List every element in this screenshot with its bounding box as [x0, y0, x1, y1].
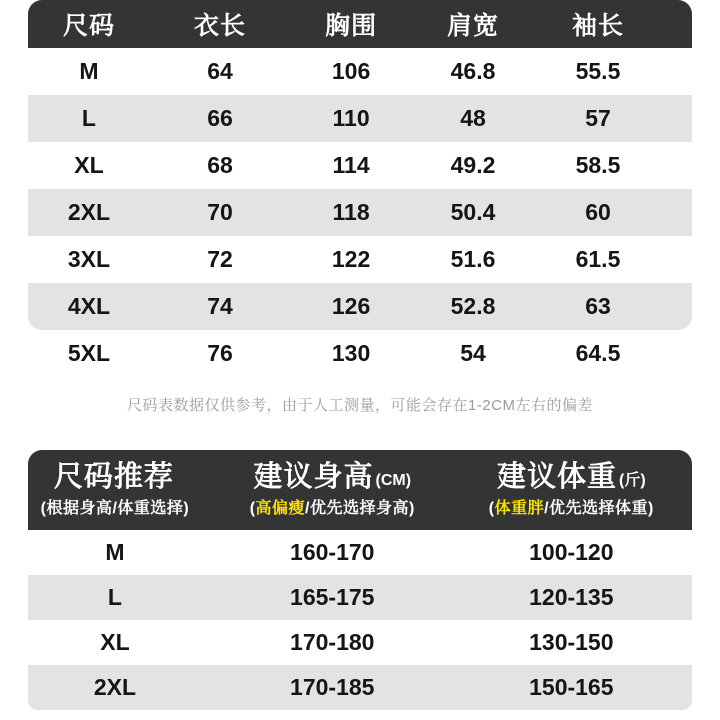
- table-cell: 58.5: [575, 152, 621, 178]
- table-cell: 50.4: [450, 199, 496, 225]
- table-cell: 130: [331, 340, 371, 366]
- size-table-header-cell: 尺码: [62, 12, 115, 40]
- recommend-title: 建议体重: [496, 460, 617, 493]
- table-row: [28, 48, 692, 95]
- recommend-title-row: [497, 462, 646, 492]
- table-cell: 64: [207, 58, 233, 84]
- table-cell: 100-120: [529, 539, 614, 565]
- table-cell: XL: [100, 629, 130, 655]
- recommend-title: 尺码推荐: [53, 460, 174, 493]
- table-row: [28, 95, 692, 142]
- table-cell: M: [79, 58, 99, 84]
- size-table-header-cell: 肩宽: [447, 12, 500, 40]
- table-cell: 49.2: [450, 152, 496, 178]
- recommend-header-weight: [463, 462, 680, 518]
- table-cell: L: [107, 584, 122, 610]
- table-row: [28, 665, 692, 710]
- table-cell: 76: [207, 340, 233, 366]
- table-cell: 120-135: [529, 584, 614, 610]
- table-cell: 2XL: [93, 674, 137, 700]
- subtitle-prefix: (: [488, 500, 495, 518]
- table-cell: 170-185: [290, 674, 375, 700]
- table-row: [28, 283, 692, 330]
- table-cell: 3XL: [67, 246, 111, 272]
- table-cell: 55.5: [575, 58, 621, 84]
- table-cell: M: [105, 539, 125, 565]
- table-row: [28, 575, 692, 620]
- table-cell: 118: [332, 199, 370, 225]
- table-row: [28, 330, 692, 377]
- size-table-header-cell: 胸围: [325, 12, 378, 40]
- recommend-title-row: [253, 462, 411, 492]
- subtitle-highlight: 高偏瘦: [255, 500, 306, 518]
- recommend-subtitle: [41, 495, 190, 518]
- table-cell: 74: [207, 293, 233, 319]
- subtitle-prefix: (: [249, 500, 256, 518]
- measurement-note: 尺码表数据仅供参考，由于人工测量，可能会存在1-2CM左右的偏差: [126, 397, 593, 414]
- table-cell: 165-175: [290, 584, 375, 610]
- size-table-header: [28, 0, 692, 48]
- recommend-table-body: [28, 530, 692, 710]
- table-cell: 170-180: [290, 629, 375, 655]
- recommend-unit: (CM): [375, 472, 412, 490]
- table-cell: 68: [207, 152, 233, 178]
- table-cell: 72: [207, 246, 233, 272]
- table-cell: 60: [585, 199, 611, 225]
- table-cell: 63: [585, 293, 611, 319]
- table-cell: 61.5: [575, 246, 621, 272]
- subtitle-prefix: (: [40, 500, 47, 518]
- subtitle-rest: /优先选择身高): [305, 500, 415, 518]
- table-cell: 51.6: [450, 246, 496, 272]
- table-cell: 48: [460, 105, 486, 131]
- recommend-title: 建议身高: [253, 460, 374, 493]
- table-cell: 110: [332, 105, 370, 131]
- table-cell: 114: [332, 152, 370, 178]
- table-cell: 130-150: [529, 629, 614, 655]
- recommend-table-header: [28, 450, 692, 530]
- table-cell: 150-165: [529, 674, 614, 700]
- table-cell: 52.8: [450, 293, 496, 319]
- subtitle-rest: 根据身高/体重选择): [46, 500, 190, 518]
- recommend-subtitle: [489, 495, 654, 518]
- subtitle-rest: /优先选择体重): [544, 500, 654, 518]
- table-row: [28, 236, 692, 283]
- recommend-subtitle: [250, 495, 415, 518]
- size-table-body: [28, 48, 692, 377]
- table-cell: 122: [331, 246, 371, 272]
- table-cell: 106: [331, 58, 371, 84]
- recommend-header-height: [202, 462, 463, 518]
- table-row: [28, 530, 692, 575]
- table-cell: 57: [585, 105, 611, 131]
- recommend-title-row: [54, 462, 176, 492]
- table-row: [28, 142, 692, 189]
- table-row: [28, 189, 692, 236]
- table-cell: 4XL: [67, 293, 111, 319]
- table-row: [28, 620, 692, 665]
- subtitle-highlight: 体重胖: [494, 500, 545, 518]
- table-cell: 70: [207, 199, 233, 225]
- table-cell: 2XL: [67, 199, 111, 225]
- table-cell: 46.8: [450, 58, 496, 84]
- table-cell: XL: [74, 152, 104, 178]
- recommend-header-size: [28, 462, 202, 518]
- recommend-unit: (斤): [619, 472, 646, 490]
- table-cell: 54: [460, 340, 486, 366]
- table-cell: 126: [331, 293, 371, 319]
- table-cell: L: [81, 105, 96, 131]
- table-cell: 160-170: [290, 539, 375, 565]
- size-table-header-cell: 衣长: [194, 12, 247, 40]
- size-table-header-cell: 袖长: [571, 12, 624, 40]
- table-cell: 5XL: [67, 340, 111, 366]
- table-cell: 64.5: [575, 340, 621, 366]
- table-cell: 66: [207, 105, 233, 131]
